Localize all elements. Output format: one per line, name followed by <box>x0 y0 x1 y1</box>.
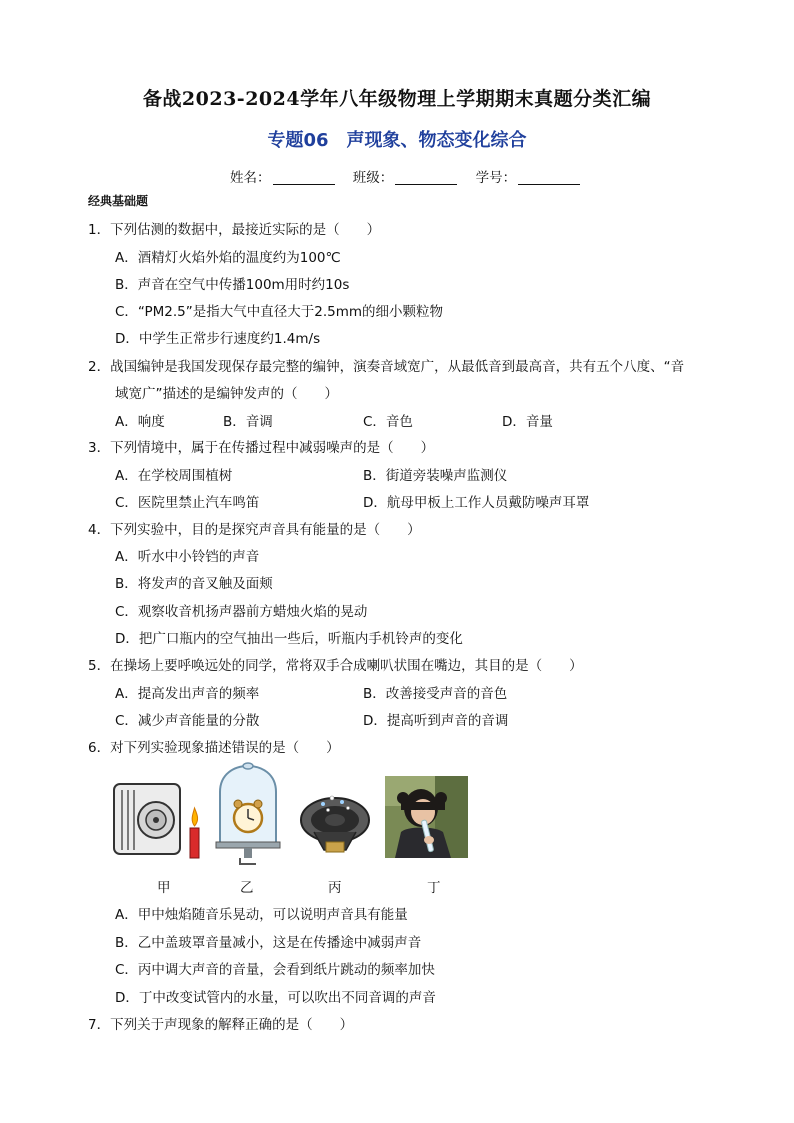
page-subtitle <box>0 126 794 152</box>
candle-icon <box>190 828 199 858</box>
figure-label-jia: 甲 <box>157 880 171 896</box>
question-2: 2．战国编钟是我国发现保存最完整的编钟，演奏音域宽广，从最低音到最高音，共有五个八度、“音 <box>88 359 685 375</box>
q5-option-d[interactable]: D．提高听到声音的音调 <box>363 713 509 729</box>
page-title: 备战2023-2024学年八年级物理上学期期末真题分类汇编 <box>142 88 652 110</box>
question-4: 4．下列实验中，目的是探究声音具有能量的是（ ） <box>88 522 421 538</box>
paper-bit <box>321 802 325 806</box>
q5-option-a[interactable]: A．提高发出声音的频率 <box>115 686 260 702</box>
q4-option-d[interactable]: D．把广口瓶内的空气抽出一些后，听瓶内手机铃声的变化 <box>115 631 463 647</box>
q1-option-b[interactable]: B．声音在空气中传播100m用时约10s <box>115 277 350 293</box>
girl-blowing-tube-photo <box>385 776 468 858</box>
section-heading: 经典基础题 <box>88 194 149 208</box>
q2-option-c[interactable]: C．音色 <box>363 414 413 430</box>
id-field[interactable]: 学号： <box>476 166 581 186</box>
class-blank[interactable] <box>395 170 457 185</box>
id-blank[interactable] <box>518 170 580 185</box>
figure-label-ding: 丁 <box>427 880 441 896</box>
q1-option-a[interactable]: A．酒精灯火焰外焰的温度约为100℃ <box>115 250 341 266</box>
q6-option-b[interactable]: B．乙中盖玻罩音量减小，这是在传播途中减弱声音 <box>115 935 422 951</box>
student-info <box>230 166 594 186</box>
question-2-continued: 域宽广”描述的是编钟发声的（ ） <box>115 386 338 402</box>
q2-option-b[interactable]: B．音调 <box>223 414 273 430</box>
q3-option-c[interactable]: C．医院里禁止汽车鸣笛 <box>115 495 260 511</box>
question-5: 5．在操场上要呼唤远处的同学，常将双手合成喇叭状围在嘴边，其目的是（ ） <box>88 658 583 674</box>
q6-option-d[interactable]: D．丁中改变试管内的水量，可以吹出不同音调的声音 <box>115 990 436 1006</box>
question-1: 1．下列估测的数据中，最接近实际的是（ ） <box>88 222 381 238</box>
class-field[interactable]: 班级： <box>353 166 458 186</box>
bell-jar-figure <box>212 762 284 866</box>
q2-option-d[interactable]: D．音量 <box>502 414 553 430</box>
q5-option-b[interactable]: B．改善接受声音的音色 <box>363 686 508 702</box>
flame-icon <box>192 808 197 826</box>
subtitle-topic: 声现象、物态变化综合 <box>346 130 527 151</box>
q1-option-d[interactable]: D．中学生正常步行速度约1.4m/s <box>115 331 321 347</box>
q3-option-b[interactable]: B．街道旁装噪声监测仪 <box>363 468 508 484</box>
figure-label-bing: 丙 <box>328 880 342 896</box>
name-blank[interactable] <box>273 170 335 185</box>
girl-jacket <box>395 828 451 859</box>
figure-label-yi: 乙 <box>240 880 254 896</box>
q3-option-d[interactable]: D．航母甲板上工作人员戴防噪声耳罩 <box>363 495 590 511</box>
q4-option-b[interactable]: B．将发声的音叉触及面颊 <box>115 576 273 592</box>
q1-option-c[interactable]: C．“PM2.5”是指大气中直径大于2.5mm的细小颗粒物 <box>115 304 444 320</box>
q6-option-a[interactable]: A．甲中烛焰随音乐晃动，可以说明声音具有能量 <box>115 907 408 923</box>
vacuum-tube <box>240 858 256 864</box>
subtitle-code: 专题06 <box>267 130 329 151</box>
question-7: 7．下列关于声现象的解释正确的是（ ） <box>88 1017 354 1033</box>
q5-option-c[interactable]: C．减少声音能量的分散 <box>115 713 260 729</box>
jar-base <box>216 842 280 848</box>
name-field[interactable]: 姓名： <box>230 166 335 186</box>
q4-option-a[interactable]: A．听水中小铃铛的声音 <box>115 549 260 565</box>
question-6: 6．对下列实验现象描述错误的是（ ） <box>88 740 340 756</box>
speaker-candle-figure <box>112 780 206 862</box>
q2-option-a[interactable]: A．响度 <box>115 414 165 430</box>
q3-option-a[interactable]: A．在学校周围植树 <box>115 468 233 484</box>
speaker-paper-figure <box>298 790 372 856</box>
question-3: 3．下列情境中，属于在传播过程中减弱噪声的是（ ） <box>88 440 435 456</box>
q4-option-c[interactable]: C．观察收音机扬声器前方蜡烛火焰的晃动 <box>115 604 368 620</box>
q6-option-c[interactable]: C．丙中调大声音的音量，会看到纸片跳动的频率加快 <box>115 962 435 978</box>
